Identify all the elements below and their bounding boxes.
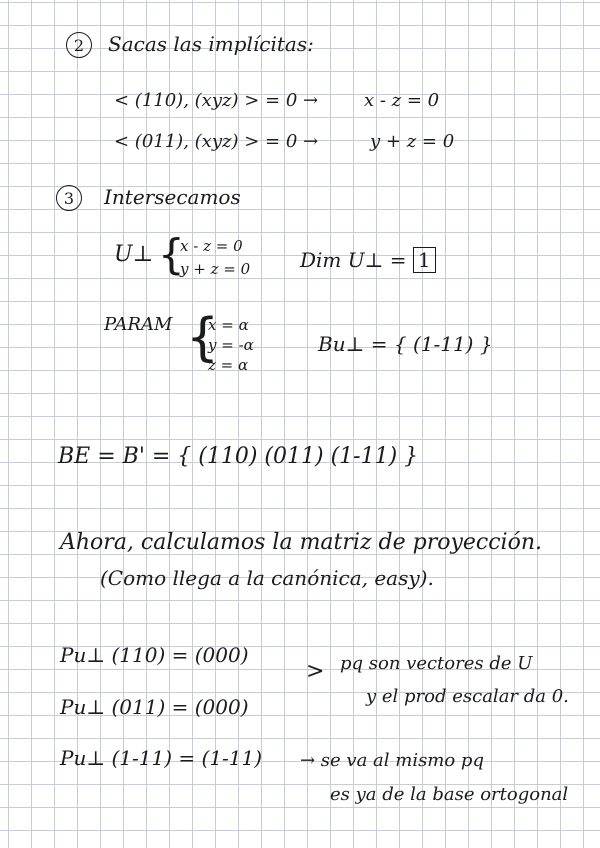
projection-note-1: pq son vectores de U (340, 653, 533, 674)
dimension-text: Dim U⊥ = (300, 248, 407, 272)
section-2-heading: Sacas las implícitas: (108, 32, 314, 56)
equation-1-left: < (110), (xyz) > = 0 → (114, 90, 319, 111)
u-perp-basis: Bu⊥ = { (1-11) } (318, 332, 493, 356)
section-3-number: 3 (56, 185, 82, 211)
param-label: PARAM (104, 314, 173, 335)
param-y: y = -α (208, 336, 254, 354)
projection-note-4: es ya de la base ortogonal (330, 784, 569, 805)
projection-note-2: y el prod escalar da 0. (366, 686, 569, 707)
left-brace-icon: { (158, 230, 185, 279)
projection-note-3: → se va al mismo pq (300, 750, 484, 771)
u-perp-label: U⊥ (114, 242, 154, 267)
ahora-line-2: (Como llega a la canónica, easy). (100, 566, 434, 590)
system-equation-2: y + z = 0 (180, 260, 251, 278)
param-z: z = α (208, 356, 249, 374)
projection-1: Pu⊥ (110) = (000) (60, 643, 249, 667)
equation-1-right: x - z = 0 (364, 90, 440, 111)
dimension-value: 1 (413, 247, 436, 273)
combined-basis: BE = B' = { (110) (011) (1-11) } (58, 444, 419, 469)
projection-3: Pu⊥ (1-11) = (1-11) (60, 746, 263, 770)
projection-2: Pu⊥ (011) = (000) (60, 695, 249, 719)
equation-2-right: y + z = 0 (370, 131, 455, 152)
dimension-label (300, 250, 436, 270)
equation-2-left: < (011), (xyz) > = 0 → (114, 131, 319, 152)
greater-than-icon: > (306, 659, 325, 684)
section-3-heading: Intersecamos (104, 185, 241, 209)
param-x: x = α (208, 316, 249, 334)
section-2-number: 2 (66, 32, 92, 58)
left-brace-icon: { (186, 308, 220, 368)
ahora-line-1: Ahora, calculamos la matriz de proyección. (60, 530, 543, 555)
system-equation-1: x - z = 0 (180, 237, 243, 255)
